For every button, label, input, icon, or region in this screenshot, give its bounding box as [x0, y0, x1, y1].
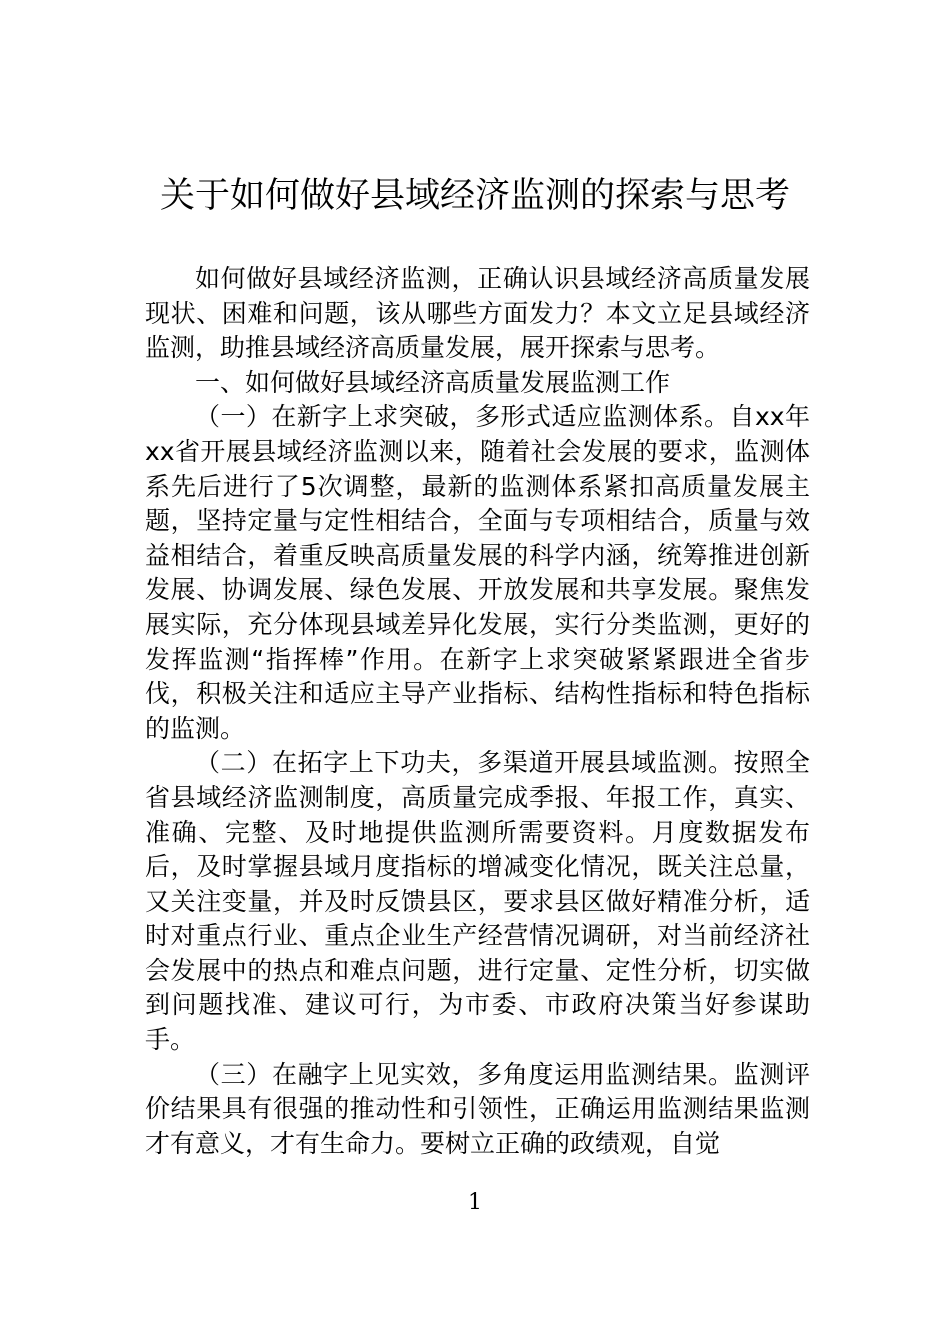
section-heading-1: 一、如何做好县域经济高质量发展监测工作: [195, 367, 671, 397]
page-number: 1: [468, 1190, 482, 1215]
paragraph-intro: 如何做好县域经济监测，正确认识县域经济高质量发展现状、困难和问题，该从哪些方面发力？本文立足县域经济监测，助推县域经济高质量发展，展开探索与思考。: [145, 264, 810, 363]
paragraph-subsection-2: （二）在拓字上下功夫，多渠道开展县域监测。按照全省县域经济监测制度，高质量完成季报、年报工作，真实、准确、完整、及时地提供监测所需要资料。月度数据发布后，及时掌握县域月度指标的增减变化情况，既关注总量，又关注变量，并及时反馈县区，要求县区做好精准分析，适时对重点行业、重点企业生产经营情况调研，对当前经济社会发展中的热点和难点问题，进行定量、定性分析，切实做到问题找准、建议可行，为市委、市政府决策当好参谋助手。: [145, 748, 810, 1055]
paragraph-subsection-1: （一）在新字上求突破，多形式适应监测体系。自xx年xx省开展县域经济监测以来，随着社会发展的要求，监测体系先后进行了5次调整，最新的监测体系紧扣高质量发展主题，坚持定量与定性相结合，全面与专项相结合，质量与效益相结合，着重反映高质量发展的科学内涵，统筹推进创新发展、协调发展、绿色发展、开放发展和共享发展。聚焦发展实际，充分体现县域差异化发展，实行分类监测，更好的发挥监测“指挥棒”作用。在新字上求突破紧紧跟进全省步伐，积极关注和适应主导产业指标、结构性指标和特色指标的监测。: [145, 402, 810, 743]
paragraph-subsection-3: （三）在融字上见实效，多角度运用监测结果。监测评价结果具有很强的推动性和引领性，正确运用监测结果监测才有意义，才有生命力。要树立正确的政绩观，自觉: [145, 1059, 810, 1158]
document-body: [145, 262, 810, 1161]
document-title: 关于如何做好县域经济监测的探索与思考: [159, 176, 790, 216]
